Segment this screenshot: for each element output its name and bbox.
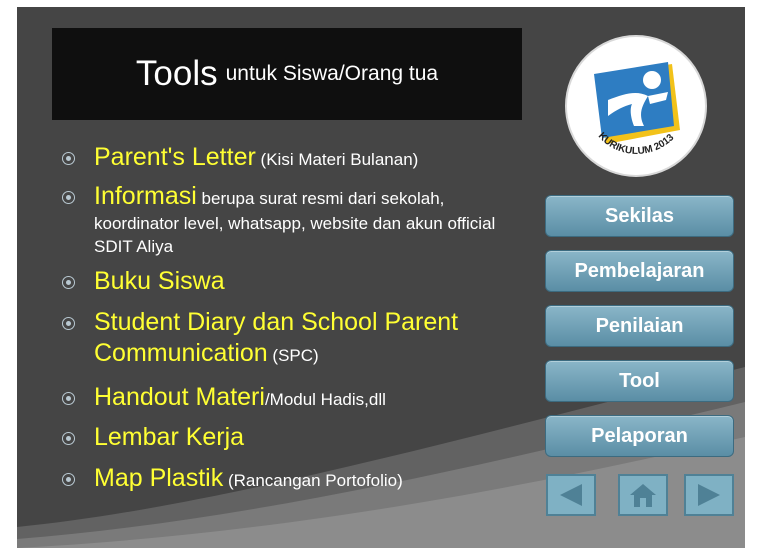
radio-bullet-icon — [62, 473, 75, 486]
logo-text: KURIKULUM 2013 — [595, 130, 677, 158]
tools-list — [62, 142, 517, 495]
item-highlight: Handout Materi — [94, 383, 265, 411]
list-item — [62, 463, 517, 495]
list-item — [62, 142, 517, 174]
list-item — [62, 307, 517, 377]
radio-bullet-icon — [62, 317, 75, 330]
list-item — [62, 422, 517, 454]
item-highlight: Informasi — [94, 182, 197, 210]
item-highlight: Buku Siswa — [94, 267, 225, 295]
radio-bullet-icon — [62, 392, 75, 405]
title-box — [52, 28, 522, 120]
nav-button-tool[interactable]: Tool — [545, 360, 734, 402]
item-highlight: Lembar Kerja — [94, 423, 245, 451]
item-highlight: Student Diary dan School Parent Communication — [94, 308, 459, 367]
title-sub: untuk Siswa/Orang tua — [225, 62, 439, 85]
list-item — [62, 181, 517, 264]
item-note: (Kisi Materi Bulanan) — [255, 150, 419, 169]
nav-button-penilaian[interactable]: Penilaian — [545, 305, 734, 347]
item-note: (SPC) — [267, 346, 319, 365]
home-icon — [627, 481, 659, 509]
nav-button-pelaporan[interactable]: Pelaporan — [545, 415, 734, 457]
right-triangle-icon — [694, 481, 724, 509]
radio-bullet-icon — [62, 432, 75, 445]
home-button[interactable] — [618, 474, 668, 516]
left-triangle-icon — [556, 481, 586, 509]
item-note: (Rancangan Portofolio) — [223, 471, 403, 490]
next-button[interactable] — [684, 474, 734, 516]
radio-bullet-icon — [62, 191, 75, 204]
slide — [17, 7, 745, 548]
item-highlight: Map Plastik — [94, 464, 224, 492]
radio-bullet-icon — [62, 152, 75, 165]
kurikulum-logo — [564, 34, 708, 178]
item-note: berupa surat resmi dari sekolah, — [196, 189, 445, 208]
list-item — [62, 382, 517, 414]
nav-button-sekilas[interactable]: Sekilas — [545, 195, 734, 237]
title-main: Tools — [135, 54, 218, 93]
item-note: /Modul Hadis,dll — [264, 390, 386, 409]
nav-button-pembelajaran[interactable]: Pembelajaran — [545, 250, 734, 292]
item-highlight: Parent's Letter — [94, 143, 256, 171]
list-item — [62, 266, 517, 298]
radio-bullet-icon — [62, 276, 75, 289]
item-description: koordinator level, whatsapp, website dan akun official SDIT Aliya — [94, 214, 496, 256]
prev-button[interactable] — [546, 474, 596, 516]
